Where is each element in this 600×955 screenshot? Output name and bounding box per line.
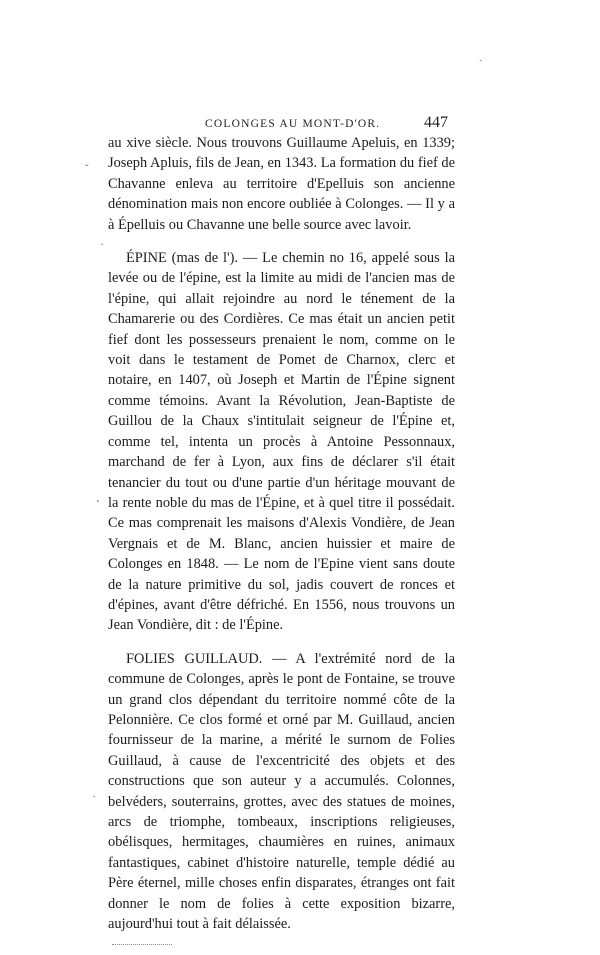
paragraph-folies-guillaud: FOLIES GUILLAUD. — A l'extrémité nord de la commune de Colonges, après le pont de Fontaine, se trouve un grand clos dépendant du territoire nommé côte de la Pelonnière. Ce clos formé et orné par M. Guillaud, ancien fournisseur de la marine, a mérité le surnom de Folies Guillaud, à cause de l'excentricité des objets et des constructions que son auteur y a accumulés. Colonnes, belvéders, souterrains, grottes, avec des statues de moines, arcs de triomphe, tombeaux, inscriptions religieuses, obélisques, hermitages, chaumières en ruines, animaux fantastiques, cabinet d'histoire naturelle, temple dédié au Père éternel, mille choses enfin disparates, étranges ont fait donner le nom de folies à cette exposition bizarre, aujourd'hui tout à fait délaissée. <box>108 650 455 933</box>
running-header: COLONGES AU MONT-D'OR. <box>205 118 381 130</box>
page-number: 447 <box>424 114 448 131</box>
margin-speck: · <box>100 237 104 251</box>
margin-speck: ˇ <box>85 163 89 175</box>
paragraph-epine: ÉPINE (mas de l'). — Le chemin no 16, appelé sous la levée ou de l'épine, est la limite au midi de l'ancien mas de l'épine, qui allait rejoindre au nord le ténement de la Chamarerie ou des Cordières. Ce mas était un ancien petit fief dont les possesseurs prenaient le nom, comme on le voit dans le testament de Pomet de Charnox, clerc et notaire, en 1407, où Joseph et Martin de l'Épine signent comme témoins. Avant la Révolution, Jean-Baptiste de Guillou de la Chaux s'intitulait seigneur de l'Épine et, comme tel, intenta un procès à Antoine Pessonnaux, marchand de fer à Lyon, aux fins de déclarer s'il était tenancier du tout ou d'une partie d'un héritage mouvant de la rente noble du mas de l'Épine, et à quel titre il possédait. Ce mas comprenait les maisons d'Alexis Vondière, de Jean Vergnais et de M. Blanc, ancien huissier et maire de Colonges en 1848. — Le nom de l'Epine vient sans doute de la nature primitive du sol, jadis couvert de ronces et d'épines, avant d'être défriché. En 1556, nous trouvons un Jean Vondière, dit : de l'Épine. <box>108 250 455 634</box>
paragraph-epelluis-continued: au xive siècle. Nous trouvons Guillaume Apeluis, en 1339; Joseph Apluis, fils de Jean, en 1343. La formation du fief de Chavanne enleva au territoire d'Epelluis son ancienne dénomination mais non encore oubliée à Colonges. — Il y a à Épelluis ou Chavanne une belle source avec lavoir. <box>108 135 455 233</box>
margin-speck: ˋ <box>478 57 488 71</box>
body-text <box>108 133 455 934</box>
margin-speck: ˊ <box>86 794 97 805</box>
margin-speck: . <box>96 491 100 506</box>
bottom-scan-artifact <box>112 944 172 951</box>
